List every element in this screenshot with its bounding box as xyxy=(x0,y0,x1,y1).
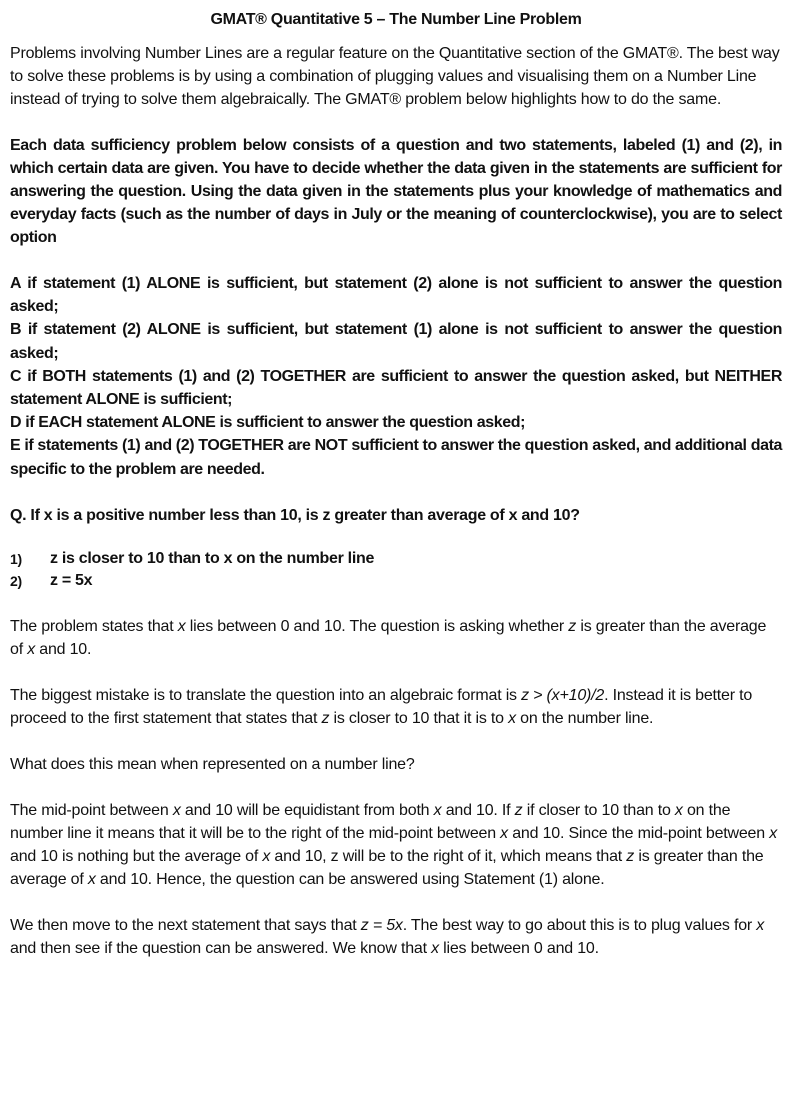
math-term: x xyxy=(431,939,439,957)
text-segment: The mid-point between xyxy=(10,801,173,819)
text-segment: We then move to the next statement that says that xyxy=(10,916,361,934)
text-segment: Problems involving Number Lines are a regular feature on the Quantitative section of the GMAT®. The best way to solve these problems is by using a combination of plugging values and visualising them on a Number Line instead of trying to solve them algebraically. The GMAT® problem below highlights how to do the same. xyxy=(10,45,780,108)
directions-paragraph: Each data sufficiency problem below consists of a question and two statements, labeled (1) and (2), in which certain data are given. You have to decide whether the data given in the statements are sufficient for answering the question. Using the data given in the statements plus your knowledge of mathematics and everyday facts (such as the number of days in July or the meaning of counterclockwise), you are to select option xyxy=(10,137,782,246)
text-segment: . The best way to go about this is to plug values for xyxy=(402,916,757,934)
text-segment: is greater than the average of xyxy=(10,847,764,888)
statement-1 xyxy=(10,548,782,570)
text-segment: and 10, z will be to the right of it, which means that xyxy=(270,847,627,865)
explanation xyxy=(10,615,782,960)
math-term: z xyxy=(626,847,635,865)
question: Q. If x is a positive number less than 10, is z greater than average of x and 10? xyxy=(10,506,580,524)
math-term: x xyxy=(87,870,96,888)
math-term: z > (x+10)/2 xyxy=(521,686,605,704)
text-segment: if closer to 10 than to xyxy=(522,801,675,819)
text-segment: and 10 will be equidistant from both xyxy=(180,801,434,819)
text-segment: on the number line it means that it will be to the right of the mid-point between xyxy=(10,801,731,842)
math-term: z xyxy=(568,617,577,635)
math-term: x xyxy=(433,801,442,819)
option-e: E if statements (1) and (2) TOGETHER are NOT sufficient to answer the question asked, and additional data specific to the problem are needed. xyxy=(10,437,782,478)
option-a: A if statement (1) ALONE is sufficient, but statement (2) alone is not sufficient to answer the question asked; xyxy=(10,275,782,316)
explanation-paragraph xyxy=(10,684,782,730)
statement-number: 1) xyxy=(10,550,22,567)
math-term: x xyxy=(674,801,683,819)
statements xyxy=(10,548,782,592)
option-d: D if EACH statement ALONE is sufficient to answer the question asked; xyxy=(10,414,526,432)
text-segment: The problem states that xyxy=(10,617,178,635)
text-segment: and 10. Since the mid-point between xyxy=(507,824,770,842)
text-segment: is greater than the average of xyxy=(10,617,767,658)
statement-number: 2) xyxy=(10,572,22,589)
text-segment: . Instead it is better to proceed to the first statement that states that xyxy=(10,686,753,727)
answer-options xyxy=(10,272,782,481)
math-term: x xyxy=(769,824,778,842)
document-title: GMAT® Quantitative 5 – The Number Line Problem xyxy=(210,11,582,28)
math-term: z xyxy=(321,709,330,727)
intro-paragraph xyxy=(10,42,782,111)
math-term: x xyxy=(262,847,271,865)
text-segment: lies between 0 and 10. xyxy=(438,939,599,957)
text-segment: and then see if the question can be answered. We know that xyxy=(10,939,432,957)
statement-text: z is closer to 10 than to x on the number line xyxy=(50,549,375,567)
explanation-paragraph xyxy=(10,753,782,776)
math-term: x xyxy=(27,640,36,658)
statement-2 xyxy=(10,570,782,592)
text-segment: and 10. Hence, the question can be answered using Statement (1) alone. xyxy=(95,870,605,888)
option-b: B if statement (2) ALONE is sufficient, but statement (1) alone is not sufficient to answer the question asked; xyxy=(10,321,782,362)
text-segment: lies between 0 and 10. The question is asking whether xyxy=(185,617,569,635)
text-segment: and 10 is nothing but the average of xyxy=(10,847,263,865)
option-c: C if BOTH statements (1) and (2) TOGETHER are sufficient to answer the question asked, but NEITHER statement ALONE is sufficient; xyxy=(10,367,782,409)
text-segment: The biggest mistake is to translate the question into an algebraic format is xyxy=(10,686,522,704)
explanation-paragraph xyxy=(10,914,782,960)
explanation-paragraph xyxy=(10,615,782,661)
math-term: x xyxy=(500,824,508,842)
text-segment: is closer to 10 that it is to xyxy=(329,709,509,727)
math-term: x xyxy=(756,916,765,934)
text-segment: on the number line. xyxy=(515,709,654,727)
text-segment: and 10. xyxy=(35,640,92,658)
math-term: x xyxy=(508,709,516,727)
math-term: x xyxy=(172,801,181,819)
text-segment: and 10. If xyxy=(441,801,515,819)
math-term: x xyxy=(177,617,186,635)
math-term: z xyxy=(514,801,523,819)
statement-text: z = 5x xyxy=(50,571,93,589)
math-term: z = 5x xyxy=(360,916,403,934)
explanation-paragraph xyxy=(10,799,782,891)
text-segment: What does this mean when represented on a number line? xyxy=(10,755,415,773)
